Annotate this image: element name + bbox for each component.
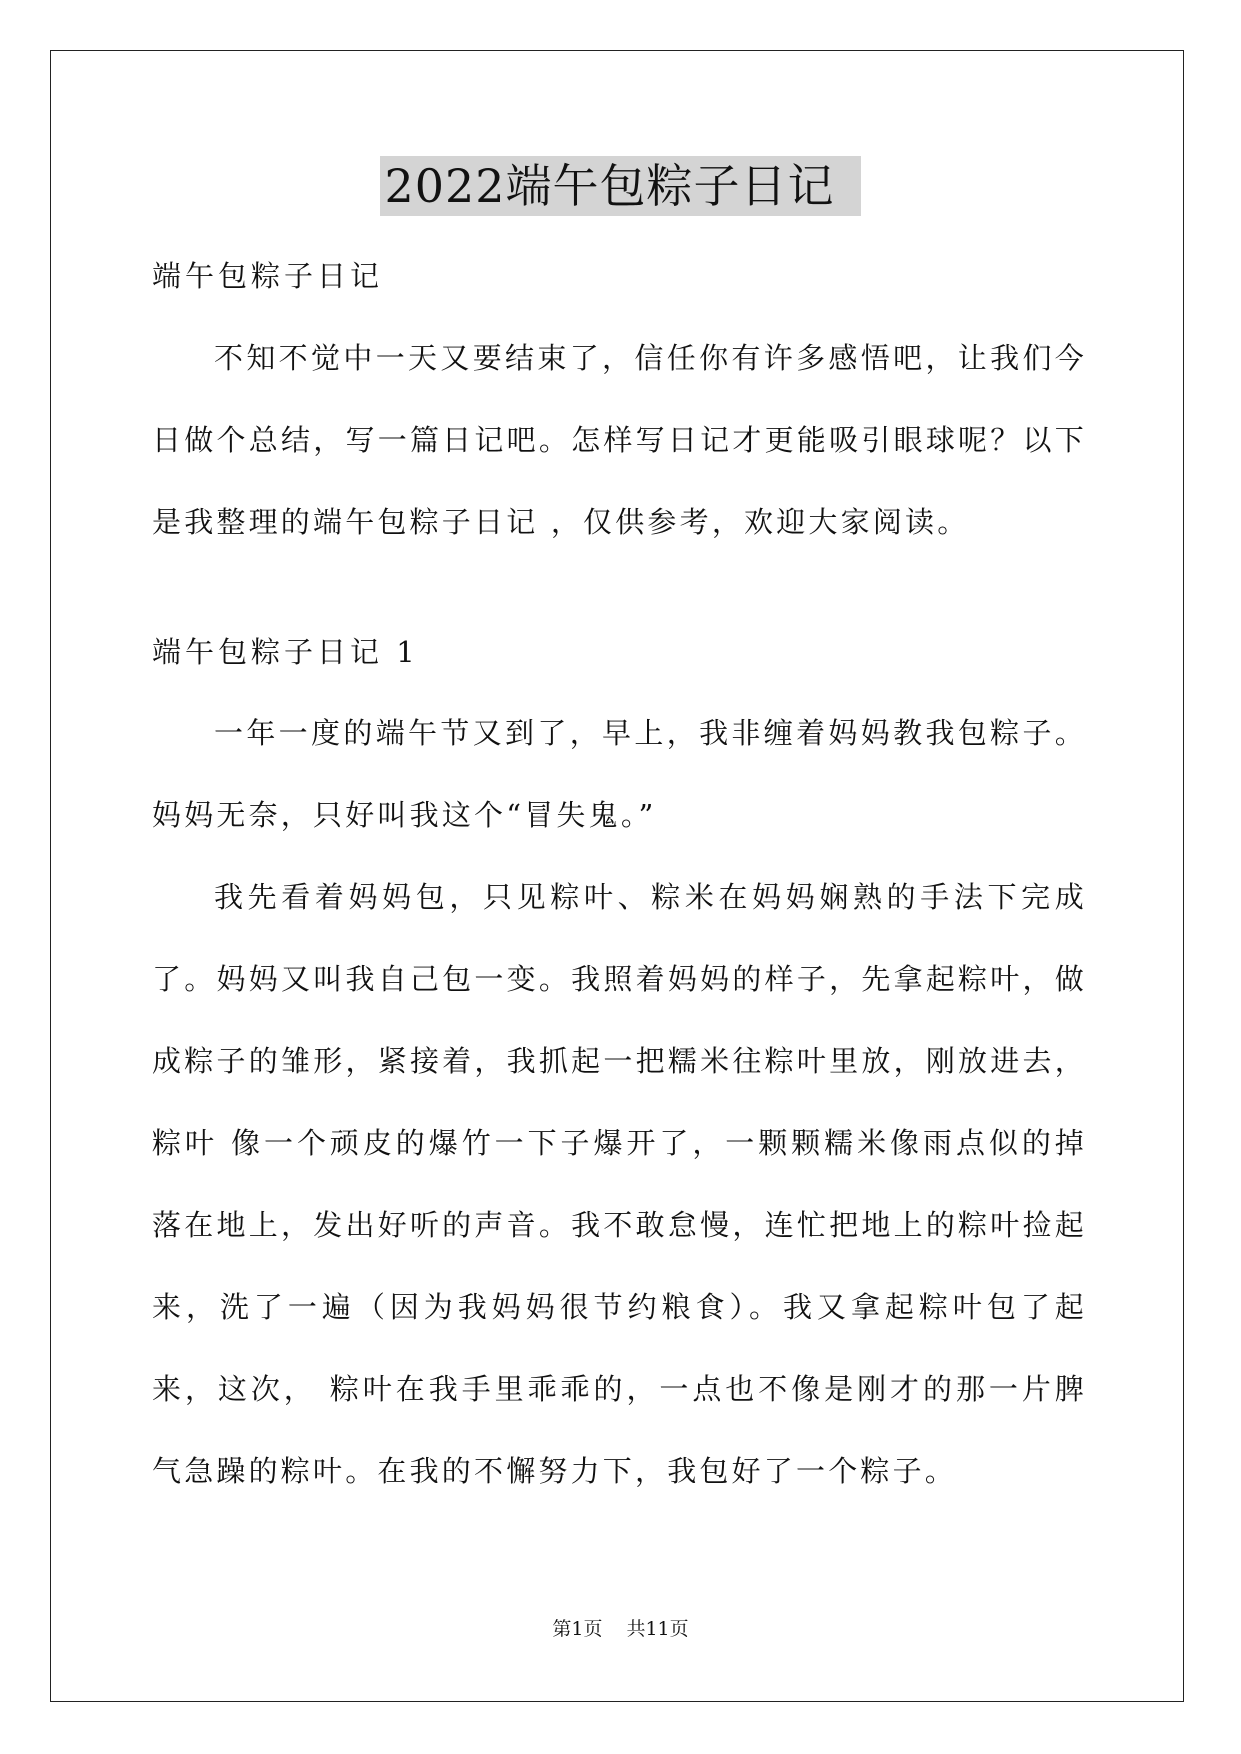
diary-heading: 端午包粽子日记 1	[152, 635, 419, 669]
diary-paragraph-2: 我先看着妈妈包，只见粽叶、粽米在妈妈娴熟的手法下完成了。妈妈又叫我自己包一变。我照着妈妈的样子，先拿起粽叶，做成粽子的雏形，紧接着，我抓起一把糯米往粽叶里放，刚放进去，粽叶 像一个顽皮的爆竹一下子爆开了，一颗颗糯米像雨点似的掉落在地上，发出好听的声音。我不敢怠慢，连忙把地上的粽叶捡起来，洗了一遍（因为我妈妈很节约粮食）。我又拿起粽叶包了起来，这次， 粽叶在我手里乖乖的，一点也不像是刚才的那一片脾气急躁的粽叶。在我的不懈努力下，我包好了一个粽子。	[152, 880, 1087, 1488]
document-title: 2022端午包粽子日记	[380, 156, 860, 216]
page-footer	[0, 1616, 1241, 1642]
title-wrap	[0, 156, 1241, 216]
page-number: 第1页	[552, 1618, 603, 1640]
document-body	[152, 256, 1087, 1512]
intro-paragraph: 不知不觉中一天又要结束了，信任你有许多感悟吧，让我们今日做个总结，写一篇日记吧。怎样写日记才更能吸引眼球呢？以下是我整理的端午包粽子日记 ，仅供参考，欢迎大家阅读。	[152, 341, 1087, 539]
section-heading: 端午包粽子日记	[152, 259, 384, 293]
diary-paragraph-1: 一年一度的端午节又到了，早上，我非缠着妈妈教我包粽子。妈妈无奈，只好叫我这个“冒失鬼。”	[152, 716, 1087, 832]
page-total: 共11页	[626, 1618, 689, 1640]
